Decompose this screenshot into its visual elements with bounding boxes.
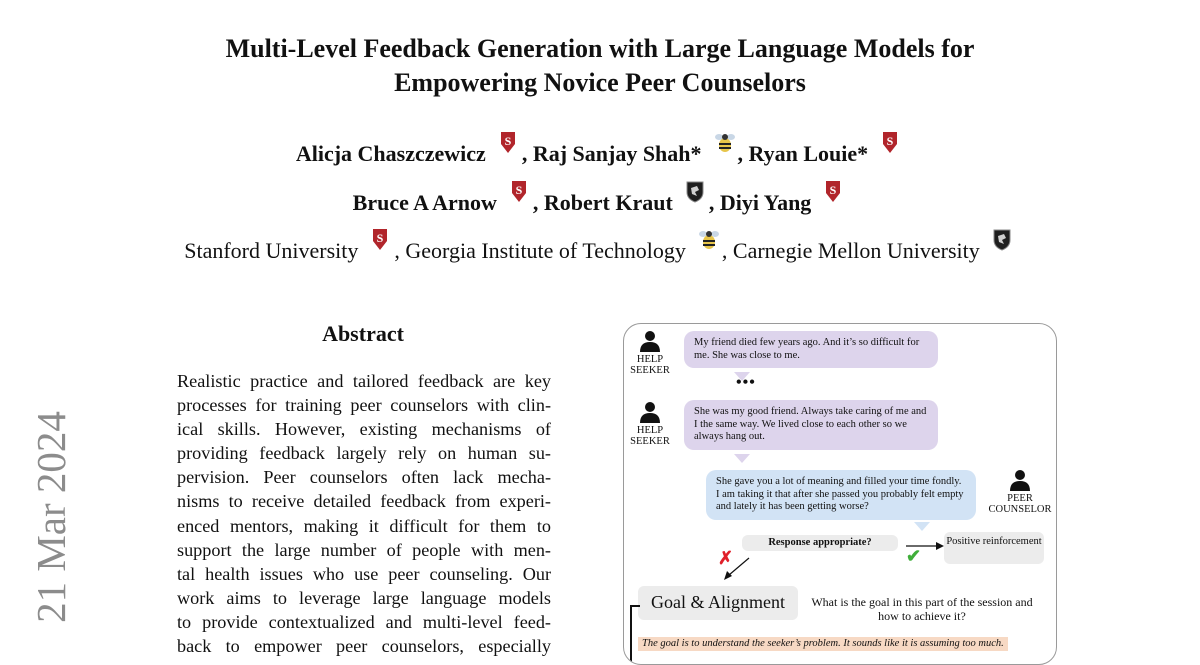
abstract-line: nisms to receive detailed feedback from experi- — [177, 491, 551, 512]
author-name: , Ryan Louie* — [737, 141, 869, 166]
response-appropriate-box: Response appropriate? — [742, 535, 898, 551]
svg-text:S: S — [504, 134, 512, 148]
paper-title — [0, 32, 1200, 100]
svg-text:S: S — [377, 231, 384, 245]
arxiv-date: 21 Mar 2024 — [28, 411, 74, 623]
seeker-message-1: My friend died few years ago. And it’s so difficult for me. She was close to me. — [684, 331, 938, 368]
goal-answer: The goal is to understand the seeker’s problem. It sounds like it is assuming too much. — [638, 637, 1008, 651]
author-name: , Diyi Yang — [708, 190, 812, 215]
counselor-label: COUNSELOR — [988, 504, 1052, 515]
person-icon — [640, 330, 660, 352]
stanford-logo — [370, 228, 390, 252]
author-name: , Robert Kraut — [532, 190, 673, 215]
help-seeker-avatar — [623, 401, 677, 447]
stanford-logo — [509, 180, 529, 204]
cmu-logo — [685, 180, 705, 204]
abstract-line: Realistic practice and tailored feedback are key — [177, 371, 551, 391]
affiliation-name: , Georgia Institute of Technology — [394, 238, 686, 263]
abstract-line: enced mentors, making it difficult for them to — [177, 515, 551, 536]
ellipsis: ••• — [736, 374, 756, 391]
bubble-tail — [914, 522, 930, 531]
seeker-label: HELP — [636, 425, 664, 436]
cross-icon: ✗ — [718, 548, 734, 568]
peer-counselor-avatar — [988, 469, 1052, 515]
abstract-line: back to empower peer counselors, especially — [177, 636, 551, 657]
abstract-line: ical skills. However, existing mechanisms of — [177, 419, 551, 440]
stanford-logo — [498, 131, 518, 155]
author-name: Alicja Chaszczewicz — [295, 141, 486, 166]
title-line-2: Empowering Novice Peer Counselors — [394, 68, 806, 97]
counselor-message: She gave you a lot of meaning and filled your time fondly. I am taking it that after she passed you probably felt empty and lately it has been getting worse? — [706, 470, 976, 520]
abstract-line: providing feedback largely rely on human su- — [177, 443, 551, 464]
stanford-logo — [823, 180, 843, 204]
svg-text:S: S — [829, 183, 837, 197]
seeker-message-2: She was my good friend. Always take caring of me and I the same way. We lived close to each other so we always hang out. — [684, 400, 938, 450]
authors-line-1 — [0, 131, 1200, 169]
gatech-logo — [714, 131, 734, 155]
counselor-label: PEER — [1007, 493, 1033, 504]
affiliations — [0, 228, 1200, 266]
title-line-1: Multi-Level Feedback Generation with Large Language Models for — [225, 34, 975, 63]
gatech-logo — [698, 228, 718, 252]
affiliation-name: , Carnegie Mellon University — [721, 238, 980, 263]
abstract-line: pervision. Peer counselors often lack mecha- — [177, 467, 551, 488]
seeker-label: HELP — [636, 354, 664, 365]
check-icon: ✔ — [906, 546, 922, 566]
arxiv-date-stamp — [30, 412, 72, 622]
help-seeker-avatar — [623, 330, 677, 376]
cmu-logo — [992, 228, 1012, 252]
person-icon — [640, 401, 660, 423]
author-name: , Raj Sanjay Shah* — [521, 141, 702, 166]
goal-question: What is the goal in this part of the session and how to achieve it? — [811, 595, 1033, 623]
abstract-line: tal health issues who use peer counseling. Our — [177, 563, 551, 584]
arrow-down-left — [722, 556, 752, 582]
authors-line-2 — [0, 180, 1200, 218]
feedback-figure — [623, 323, 1057, 665]
abstract-body — [177, 369, 551, 658]
person-icon — [1010, 469, 1030, 491]
bracket-line — [628, 604, 642, 664]
bubble-tail — [734, 454, 750, 463]
goal-alignment-box: Goal & Alignment — [638, 586, 798, 620]
svg-text:S: S — [886, 134, 894, 148]
stanford-logo — [880, 131, 900, 155]
abstract-line: processes for training peer counselors with clin- — [177, 395, 551, 416]
abstract-heading: Abstract — [322, 321, 404, 346]
seeker-label: SEEKER — [630, 436, 670, 447]
svg-text:S: S — [515, 183, 523, 197]
affiliation-name: Stanford University — [184, 238, 359, 263]
seeker-label: SEEKER — [630, 365, 670, 376]
abstract-line: work aims to leverage large language models — [177, 587, 551, 608]
positive-reinforcement-box: Positive reinforcement — [944, 532, 1044, 564]
abstract-line: support the large number of people with men- — [177, 539, 551, 560]
author-name: Bruce A Arnow — [352, 190, 497, 215]
abstract-line: to provide contextualized and multi-level feed- — [177, 611, 551, 632]
